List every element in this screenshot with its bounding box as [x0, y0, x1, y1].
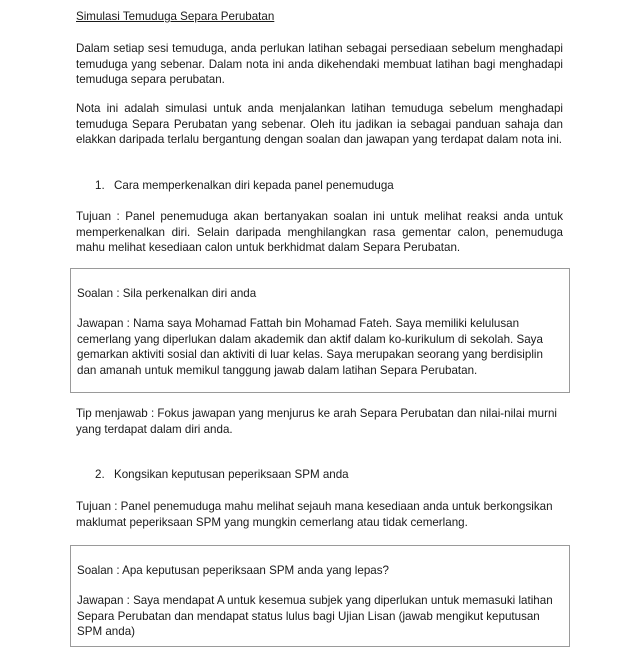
section-purpose: Tujuan : Panel penemuduga akan bertanyakan soalan ini untuk melihat reaksi anda untuk memperkenalkan diri. Selain daripada menghilangkan rasa gementar calon, penemuduga mahu melihat kesediaan calon untuk berkhidmat dalam Separa Perubatan.	[76, 210, 563, 255]
intro-paragraph: Nota ini adalah simulasi untuk anda menjalankan latihan temuduga sebelum menghadapi temuduga Separa Perubatan yang sebenar. Oleh itu jadikan ia sebagai panduan sahaja dan elakkan daripada terlalu bergantung dengan soalan dan jawapan yang terdapat dalam nota ini.	[76, 102, 563, 147]
section-heading	[95, 178, 394, 194]
qa-box	[70, 545, 570, 647]
section-number: 1.	[95, 179, 105, 192]
section-heading	[95, 467, 349, 483]
question-text: Soalan : Sila perkenalkan diri anda	[77, 287, 257, 300]
section-purpose: Tujuan : Panel penemuduga mahu melihat sejauh mana kesediaan anda untuk berkongsikan maklumat peperiksaan SPM yang mungkin cemerlang atau tidak cemerlang.	[76, 500, 553, 529]
answer-text: Jawapan : Nama saya Mohamad Fattah bin Mohamad Fateh. Saya memiliki kelulusan cemerlang yang diperlukan dalam akademik dan aktif dalam ko-kurikulum di sekolah. Saya gemarkan aktiviti sosial dan aktiviti di luar kelas. Saya merupakan seorang yang berdisiplin dan amanah untuk memikul tanggung jawab dalam latihan Separa Perubatan.	[77, 317, 543, 377]
document-title: Simulasi Temuduga Separa Perubatan	[76, 10, 275, 23]
section-heading-text: Kongsikan keputusan peperiksaan SPM anda	[114, 468, 349, 481]
intro-paragraph: Dalam setiap sesi temuduga, anda perlukan latihan sebagai persediaan sebelum menghadapi temuduga yang sebenar. Dalam nota ini anda dikehendaki membuat latihan bagi menghadapi temuduga separa perubatan.	[76, 42, 563, 87]
question-text: Soalan : Apa keputusan peperiksaan SPM anda yang lepas?	[77, 564, 389, 577]
answer-tip: Tip menjawab : Fokus jawapan yang menjurus ke arah Separa Perubatan dan nilai-nilai murni yang terdapat dalam diri anda.	[76, 407, 557, 436]
section-heading-text: Cara memperkenalkan diri kepada panel penemuduga	[114, 179, 394, 192]
section-number: 2.	[95, 468, 105, 481]
answer-text: Jawapan : Saya mendapat A untuk kesemua subjek yang diperlukan untuk memasuki latihan Separa Perubatan dan mendapat status lulus bagi Ujian Lisan (jawab mengikut keputusan SPM anda)	[77, 594, 553, 639]
qa-box	[70, 268, 570, 393]
